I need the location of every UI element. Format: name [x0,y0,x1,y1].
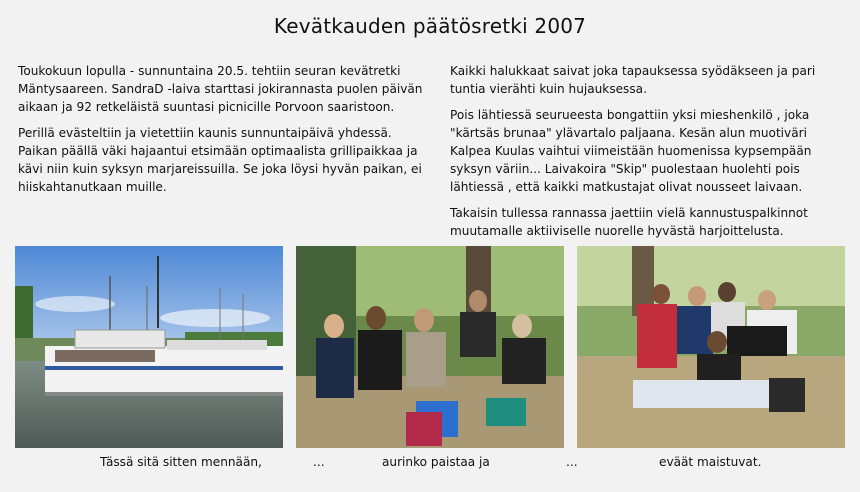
paragraph: Perillä evästeltiin ja vietettiin kaunis sunnuntaipäivä yhdessä. Paikan päällä väki hajaantui etsimään optimaalista grillipaikkaa ja kävi niin kuin syksyn marjareissuilla. Se joka löysi hyvän paikan, ei hiiskahtanutkaan muille. [18,126,422,194]
photo-caption: ... [313,455,325,469]
photo-caption: Tässä sitä sitten mennään, [100,455,262,469]
paragraph: Takaisin tullessa rannassa jaettiin vielä kannustuspalkinnot muutamalle aktiiviselle nuorelle hyvästä harjoittelusta. [450,206,808,238]
left-text-column [18,62,428,204]
boat-photo [15,246,283,448]
photo-caption: eväät maistuvat. [659,455,762,469]
picnic-photo [296,246,564,448]
paragraph: Toukokuun lopulla - sunnuntaina 20.5. tehtiin seuran kevätretki Mäntysaareen. SandraD -laiva starttasi jokirannasta puolen päivän aikaan ja 92 retkeläistä suuntasi picnicille Porvoon saaristoon. [18,64,423,114]
eating-photo [577,246,845,448]
photo-caption: aurinko paistaa ja [382,455,490,469]
photo-caption: ... [566,455,578,469]
paragraph: Kaikki halukkaat saivat joka tapauksessa syödäkseen ja pari tuntia vierähti kuin hujauksessa. [450,64,816,96]
page-title: Kevätkauden päätösretki 2007 [273,14,587,38]
paragraph: Pois lähtiessä seurueesta bongattiin yksi mieshenkilö , joka "kärtsäs brunaa" ylävartalo paljaana. Kesän alun muotiväri Kalpea Kuulas vaihtui viimeistään huomenissa kypsempään syksyn väriin... Laivakoira "Skip" puolestaan huolehti pois lähtiessä , että kaikki matkustajat olivat nousseet laivaan. [450,108,812,194]
right-text-column [450,62,845,248]
